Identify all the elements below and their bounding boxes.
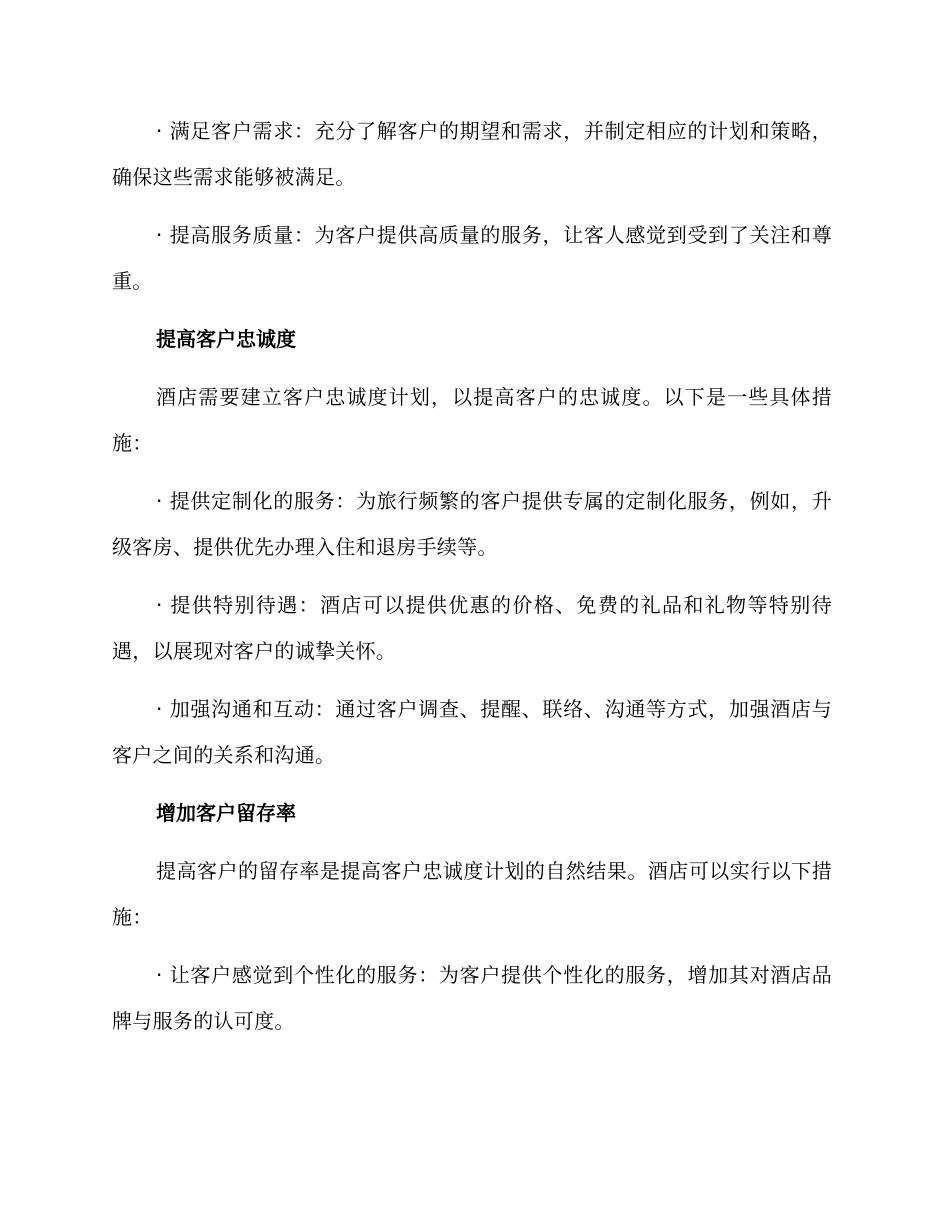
section-heading-customer-loyalty: 提高客户忠诚度 — [156, 327, 296, 351]
document-page — [112, 108, 832, 1056]
bullet-special-treatment: · 提供特别待遇：酒店可以提供优惠的价格、免费的礼品和礼物等特别待遇，以展现对客户的诚挚关怀。 — [112, 593, 832, 663]
bullet-personalized-service: · 让客户感觉到个性化的服务：为客户提供个性化的服务，增加其对酒店品牌与服务的认可度。 — [112, 963, 832, 1033]
bullet-meet-customer-needs: · 满足客户需求：充分了解客户的期望和需求，并制定相应的计划和策略，确保这些需求能够被满足。 — [112, 119, 832, 189]
paragraph-loyalty-intro: 酒店需要建立客户忠诚度计划，以提高客户的忠诚度。以下是一些具体措施： — [112, 385, 832, 455]
bullet-customized-service: · 提供定制化的服务：为旅行频繁的客户提供专属的定制化服务，例如，升级客房、提供优先办理入住和退房手续等。 — [112, 489, 832, 559]
paragraph-retention-intro: 提高客户的留存率是提高客户忠诚度计划的自然结果。酒店可以实行以下措施： — [112, 859, 832, 929]
bullet-communication-interaction: · 加强沟通和互动：通过客户调查、提醒、联络、沟通等方式，加强酒店与客户之间的关系和沟通。 — [112, 697, 832, 767]
section-heading-retention-rate: 增加客户留存率 — [156, 801, 296, 825]
bullet-improve-service-quality: · 提高服务质量：为客户提供高质量的服务，让客人感觉到受到了关注和尊重。 — [112, 223, 832, 293]
